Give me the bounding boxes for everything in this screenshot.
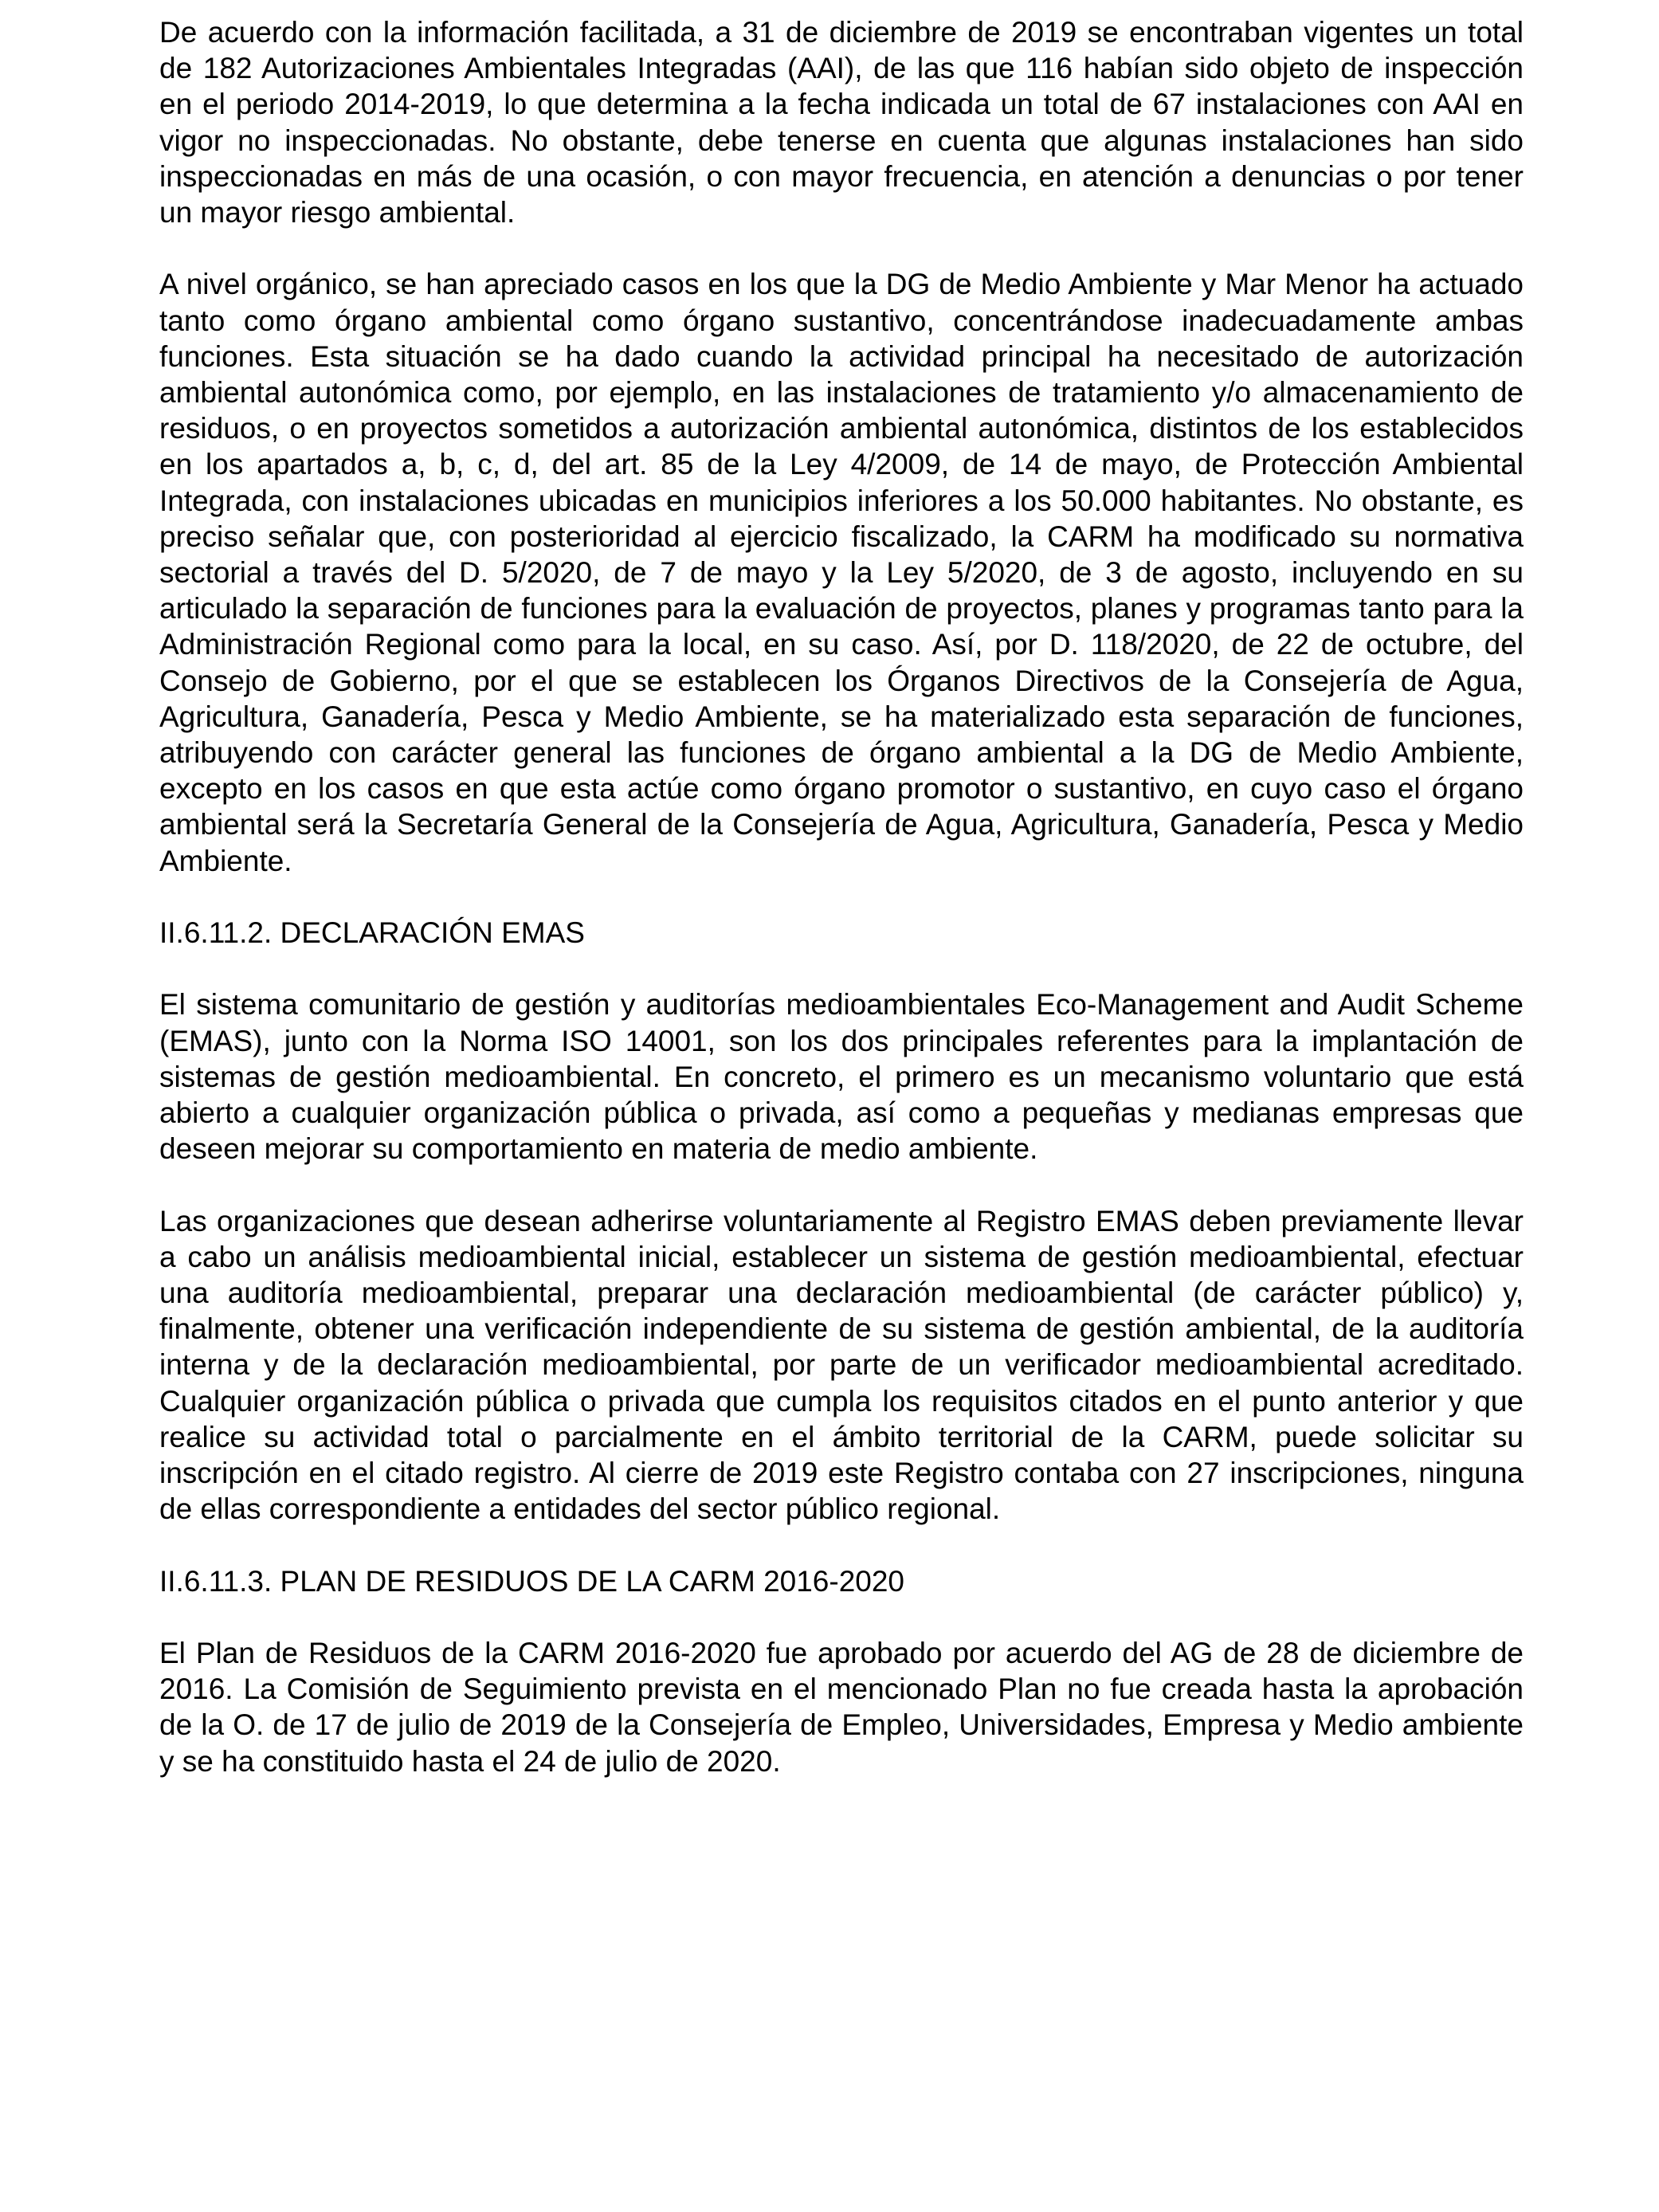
paragraph-aai-inspections: De acuerdo con la información facilitada, a 31 de diciembre de 2019 se encontraban vigentes un total de 182 Autorizaciones Ambientales Integradas (AAI), de las que 116 habían sido objeto de inspección en el periodo 2014-2019, lo que determina a la fecha indicada un total de 67 instalaciones con AAI en vigor no inspeccionadas. No obstante, debe tenerse en cuenta que algunas instalaciones han sido inspeccionadas en más de una ocasión, o con mayor frecuencia, en atención a denuncias o por tener un mayor riesgo ambiental. (159, 16, 1524, 229)
section-heading-emas: II.6.11.2. DECLARACIÓN EMAS (159, 916, 585, 950)
section-heading-waste-plan: II.6.11.3. PLAN DE RESIDUOS DE LA CARM 2016-2020 (159, 1564, 905, 1598)
paragraph-emas-system: El sistema comunitario de gestión y auditorías medioambientales Eco-Management and Audit Scheme (EMAS), junto con la Norma ISO 14001, son los dos principales referentes para la implantación de sistemas de gestión medioambiental. En concreto, el primero es un mecanismo voluntario que está abierto a cualquier organización pública o privada, así como a pequeñas y medianas empresas que deseen mejorar su comportamiento en materia de medio ambiente. (159, 988, 1524, 1166)
document-page (159, 14, 1524, 1815)
paragraph-organic-level: A nivel orgánico, se han apreciado casos en los que la DG de Medio Ambiente y Mar Menor ha actuado tanto como órgano ambiental como órgano sustantivo, concentrándose inadecuadamente ambas funciones. Esta situación se ha dado cuando la actividad principal ha necesitado de autorización ambiental autonómica como, por ejemplo, en las instalaciones de tratamiento y/o almacenamiento de residuos, o en proyectos sometidos a autorización ambiental autonómica, distintos de los establecidos en los apartados a, b, c, d, del art. 85 de la Ley 4/2009, de 14 de mayo, de Protección Ambiental Integrada, con instalaciones ubicadas en municipios inferiores a los 50.000 habitantes. No obstante, es preciso señalar que, con posterioridad al ejercicio fiscalizado, la CARM ha modificado su normativa sectorial a través del D. 5/2020, de 7 de mayo y la Ley 5/2020, de 3 de agosto, incluyendo en su articulado la separación de funciones para la evaluación de proyectos, planes y programas tanto para la Administración Regional como para la local, en su caso. Así, por D. 118/2020, de 22 de octubre, del Consejo de Gobierno, por el que se establecen los Órganos Directivos de la Consejería de Agua, Agricultura, Ganadería, Pesca y Medio Ambiente, se ha materializado esta separación de funciones, atribuyendo con carácter general las funciones de órgano ambiental a la DG de Medio Ambiente, excepto en los casos en que esta actúe como órgano promotor o sustantivo, en cuyo caso el órgano ambiental será la Secretaría General de la Consejería de Agua, Agricultura, Ganadería, Pesca y Medio Ambiente. (159, 268, 1524, 877)
paragraph-emas-registry: Las organizaciones que desean adherirse voluntariamente al Registro EMAS deben previamente llevar a cabo un análisis medioambiental inicial, establecer un sistema de gestión medioambiental, efectuar una auditoría medioambiental, preparar una declaración medioambiental (de carácter público) y, finalmente, obtener una verificación independiente de su sistema de gestión ambiental, de la auditoría interna y de la declaración medioambiental, por parte de un verificador medioambiental acreditado. Cualquier organización pública o privada que cumpla los requisitos citados en el punto anterior y que realice su actividad total o parcialmente en el ámbito territorial de la CARM, puede solicitar su inscripción en el citado registro. Al cierre de 2019 este Registro contaba con 27 inscripciones, ninguna de ellas correspondiente a entidades del sector público regional. (159, 1204, 1524, 1526)
paragraph-waste-plan: El Plan de Residuos de la CARM 2016-2020 fue aprobado por acuerdo del AG de 28 de diciembre de 2016. La Comisión de Seguimiento prevista en el mencionado Plan no fue creada hasta la aprobación de la O. de 17 de julio de 2019 de la Consejería de Empleo, Universidades, Empresa y Medio ambiente y se ha constituido hasta el 24 de julio de 2020. (159, 1637, 1524, 1778)
